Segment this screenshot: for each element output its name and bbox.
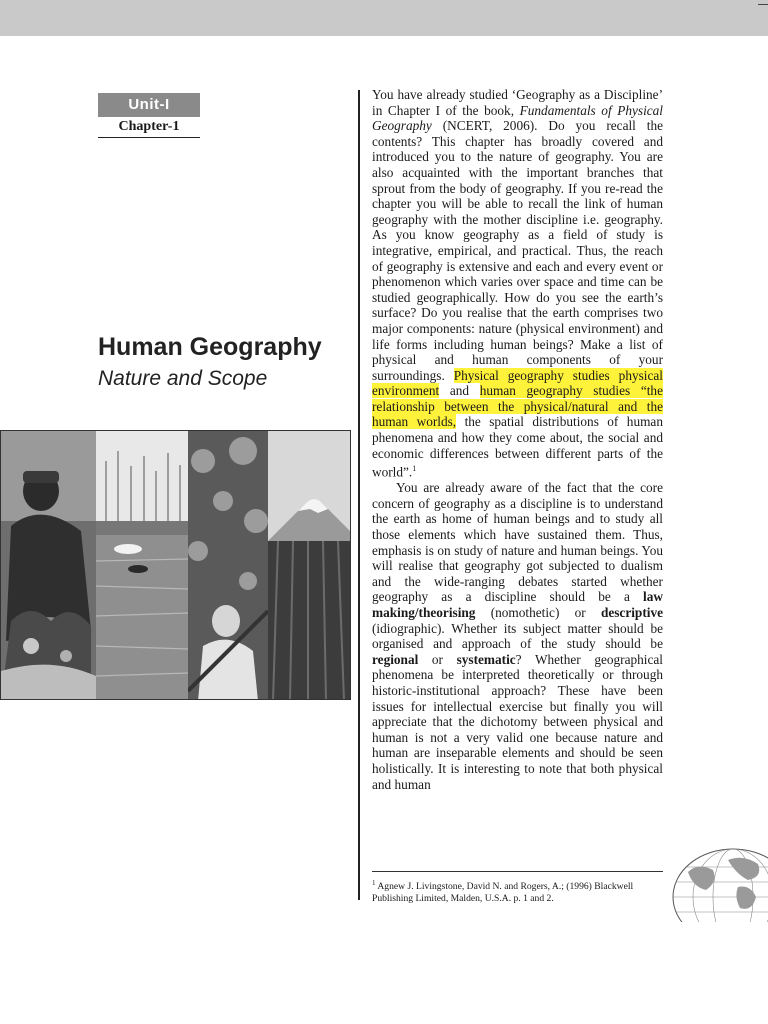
term-law-making: law making/theorising — [372, 589, 663, 621]
globe-icon — [668, 842, 768, 922]
photo-harbour — [96, 431, 188, 699]
footnote: $^1$ Agnew J. Livingstone, David N. and Rogers, A.; (1996) Blackwell Publishing Limited, Malden, U.S.A. p. 1 and 2. — [372, 879, 634, 905]
body-text — [372, 87, 663, 792]
term-descriptive: descriptive — [600, 605, 663, 621]
corner-mark — [758, 4, 768, 5]
highlight-human-geography: human geography studies “the relationship between the physical/natural and the human worlds, — [372, 383, 663, 430]
paragraph-1: You have already studied ‘Geography as a Discipline’ in Chapter I of the book, Fundamentals of Physical Geography (NCERT, 2006). Do you recall the contents? This chapter has broadly covered and introduced you to the nature of geography. You are also acquainted with the important branches that sprout from the body of geography. If you re-read the chapter you will be able to recall the link of human geography with the mother discipline i.e. geography. As you know geography as a field of study is integrative, empirical, and practical. Thus, the reach of geography is extensive and each and every event or phenomenon which varies over space and time can be studied geographically. How do you see the earth’s surface? Do you realise that the earth comprises two major components: nature (physical environment) and life forms including human beings? Make a list of physical and human components of your surroundings. Physical geography studies physical environment and human geography studies “the relationship between the physical/natural and the human worlds, the spatial distributions of human phenomena and how they come about, the social and economic differences between different parts of the world”.$^1$ — [372, 87, 664, 480]
paragraph-2: You are already aware of the fact that the core concern of geography as a discipline is to understand the earth as home of human beings and to study all those elements which have sustained them. Thus, emphasis is on study of nature and human beings. You will realise that geography got subjected to dualism and the wide-ranging debates started whether geography as a discipline should be a law making/theorising (nomothetic) or descriptive (idiographic). Whether its subject matter should be organised and approach of the study should be regional or systematic? Whether geographical phenomena be interpreted theoretically or through historic-institutional approach? These have been issues for intellectual exercise but finally you will appreciate that the dichotomy between physical and human is not a very valid one because nature and human are inseparable elements and should be seen holistically. It is interesting to note that both physical and human — [372, 480, 663, 792]
highlight-physical-geography: Physical geography studies physical environment — [372, 367, 663, 399]
chapter-label: Chapter-1 — [98, 117, 200, 138]
chapter-title: Human Geography — [98, 333, 322, 361]
chapter-subtitle: Nature and Scope — [98, 367, 268, 390]
photo-woman-in-tree — [188, 431, 268, 699]
top-banner — [0, 0, 768, 36]
photo-collage — [0, 430, 351, 700]
unit-label: Unit-I — [98, 93, 200, 117]
column-divider — [358, 90, 360, 900]
footnote-rule — [372, 871, 663, 872]
book-title: Fundamentals of Physical Geography — [372, 102, 664, 134]
term-regional: regional — [372, 651, 419, 667]
photo-person-gardening — [1, 431, 96, 699]
term-systematic: systematic — [456, 651, 516, 667]
footnote-ref: 1 — [412, 464, 417, 474]
photo-mountain-fields — [268, 431, 350, 699]
